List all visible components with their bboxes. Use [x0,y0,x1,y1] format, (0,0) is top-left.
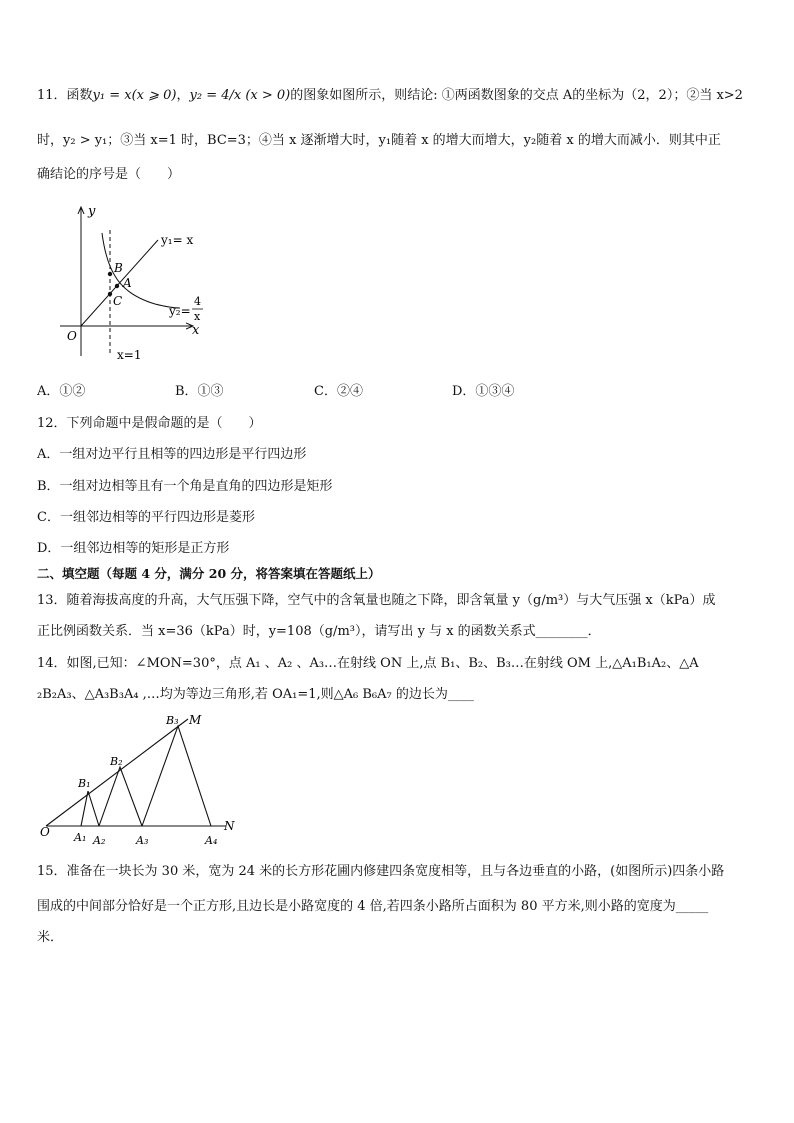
q11-option-b[interactable]: B．①③ [175,384,224,399]
q15-line1: 15．准备在一块长为 30 米，宽为 24 米的长方形花圃内修建四条宽度相等，且与各边垂直的小路，(如图所示)四条小路 [37,864,725,879]
q15-line3: 米． [37,930,64,945]
q12-option-c[interactable]: C．一组邻边相等的平行四边形是菱形 [37,510,255,525]
q12-option-b[interactable]: B．一组对边相等且有一个角是直角的四边形是矩形 [37,479,333,494]
q14-label-a2: A₂ [93,834,106,847]
q14-label-m: M [189,713,202,727]
q11-option-c[interactable]: C．②④ [314,384,363,399]
section-heading: 二、填空题（每题 4 分，满分 20 分，将答案填在答题纸上） [37,566,381,581]
q14-triangle-figure [38,710,248,850]
q11-line3: 确结论的序号是（ ） [37,167,181,182]
q11-origin-label: O [67,329,77,343]
q11-vertical-line-label: x=1 [117,348,142,362]
q13-line2: 正比例函数关系．当 x=36（kPa）时，y=108（g/m³），请写出 y 与 x 的函数关系式________． [37,624,601,639]
q11-point-c [108,292,112,296]
q11-point-b-label: B [114,261,123,275]
q11-line1 [37,86,743,106]
q11-separator: ， [176,88,190,103]
q14-label-a3: A₃ [136,834,149,847]
q11-intro: 11．函数 [37,88,93,103]
q11-function-y2: y₂ = 4/x (x > 0) [189,88,291,103]
q11-option-d[interactable]: D．①③④ [452,384,515,399]
q13-line1: 13．随着海拔高度的升高，大气压强下降，空气中的含氧量也随之下降，即含氧量 y（g/m³）与大气压强 x（kPa）成 [37,593,716,608]
q14-ray-om [46,719,188,826]
q14-label-b1: B₁ [78,777,91,790]
q11-line1-rest: 的图象如图所示，则结论: ①两函数图象的交点 A的坐标为（2，2）；②当 x>2 [290,88,743,103]
q11-line-y1-label: y₁= x [161,233,194,247]
q14-label-b3: B₃ [166,714,179,727]
q14-triangle-2 [99,767,142,826]
q11-point-a [115,284,119,288]
q11-point-a-label: A [123,276,132,290]
q14-label-a4: A₄ [205,834,218,847]
q11-curve-y2-label-prefix: y₂= [169,304,191,318]
q14-label-o: O [40,825,50,839]
q12-option-a[interactable]: A．一组对边平行且相等的四边形是平行四边形 [37,447,307,462]
q14-label-a1: A₁ [74,831,87,844]
q11-curve-y2-label-den: x [194,310,201,323]
q11-x-axis-label: x [192,323,200,338]
q14-label-n: N [224,819,235,833]
q14-line2: ₂B₂A₃、△A₃B₃A₄ ,…均为等边三角形,若 OA₁=1,则△A₆ B₆A₇ 的边长为____ [37,687,474,702]
q14-triangle-3 [142,726,211,826]
q14-triangle-1 [81,791,99,826]
q11-function-graph [55,198,215,368]
q11-options [37,382,514,402]
q11-function-y1: y₁ = x(x ⩾ 0) [92,88,177,103]
q11-line2: 时，y₂ > y₁；③当 x=1 时，BC=3；④当 x 逐渐增大时，y₁随着 x 的增大而增大，y₂随着 x 的增大而减小．则其中正 [37,133,721,148]
q12-stem: 12．下列命题中是假命题的是（ ） [37,416,262,431]
q11-curve-y2-label-num: 4 [194,295,201,308]
q15-line2: 围成的中间部分恰好是一个正方形,且边长是小路宽度的 4 倍,若四条小路所占面积为 80 平方米,则小路的宽度为_____ [37,899,709,914]
q14-label-b2: B₂ [110,755,123,768]
q11-y-axis-label: y [88,204,96,219]
q11-point-b [108,272,112,276]
q14-line1: 14．如图,已知：∠MON=30°，点 A₁ 、A₂ 、A₃…在射线 ON 上,点 B₁、B₂、B₃…在射线 OM 上,△A₁B₁A₂、△A [37,656,699,671]
q12-option-d[interactable]: D．一组邻边相等的矩形是正方形 [37,541,230,556]
q11-option-a[interactable]: A．①② [37,384,86,399]
q11-point-c-label: C [113,294,123,308]
